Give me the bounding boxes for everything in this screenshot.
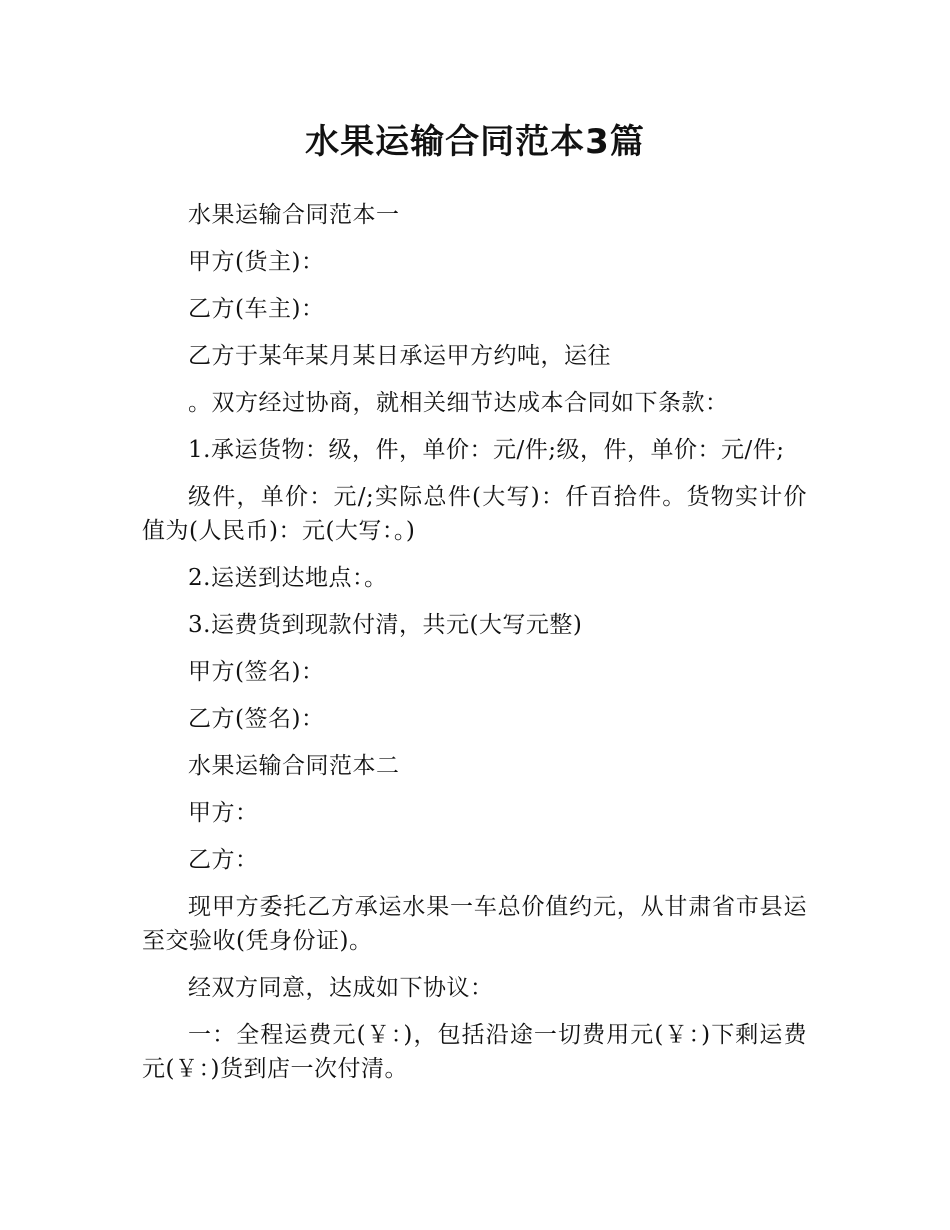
paragraph-clause-1-continued: 级件，单价：元/;实际总件(大写)：仟百拾件。货物实计价值为(人民币)：元(大写：。) bbox=[142, 484, 807, 544]
paragraph-carriage-intro: 乙方于某年某月某日承运甲方约吨，运往 bbox=[188, 343, 611, 369]
paragraph-clause-2: 2.运送到达地点：。 bbox=[188, 565, 388, 591]
paragraph-clause-1: 1.承运货物：级，件，单价：元/件;级，件，单价：元/件; bbox=[188, 437, 785, 463]
paragraph-section-1-heading: 水果运输合同范本一 bbox=[188, 202, 400, 228]
paragraph-agreement-intro: 。双方经过协商，就相关细节达成本合同如下条款： bbox=[188, 390, 729, 416]
paragraph-party-b-2: 乙方： bbox=[188, 847, 259, 873]
paragraph-party-a-2: 甲方： bbox=[188, 800, 259, 826]
paragraph-freight-clause: 一：全程运费元(￥：)，包括沿途一切费用元(￥：)下剩运费元(￥：)货到店一次付清。 bbox=[142, 1022, 807, 1082]
paragraph-signature-a: 甲方(签名)： bbox=[188, 659, 325, 685]
document-body bbox=[142, 198, 807, 1099]
document-title: 水果运输合同范本3篇 bbox=[305, 122, 645, 162]
paragraph-party-b: 乙方(车主)： bbox=[188, 296, 325, 322]
paragraph-party-a: 甲方(货主)： bbox=[188, 249, 325, 275]
paragraph-section-2-heading: 水果运输合同范本二 bbox=[188, 753, 400, 779]
paragraph-commission: 现甲方委托乙方承运水果一车总价值约元，从甘肃省市县运至交验收(凭身份证)。 bbox=[142, 894, 807, 954]
paragraph-clause-3: 3.运费货到现款付清，共元(大写元整) bbox=[188, 612, 583, 638]
paragraph-agreement-2: 经双方同意，达成如下协议： bbox=[188, 975, 494, 1001]
paragraph-signature-b: 乙方(签名)： bbox=[188, 706, 325, 732]
